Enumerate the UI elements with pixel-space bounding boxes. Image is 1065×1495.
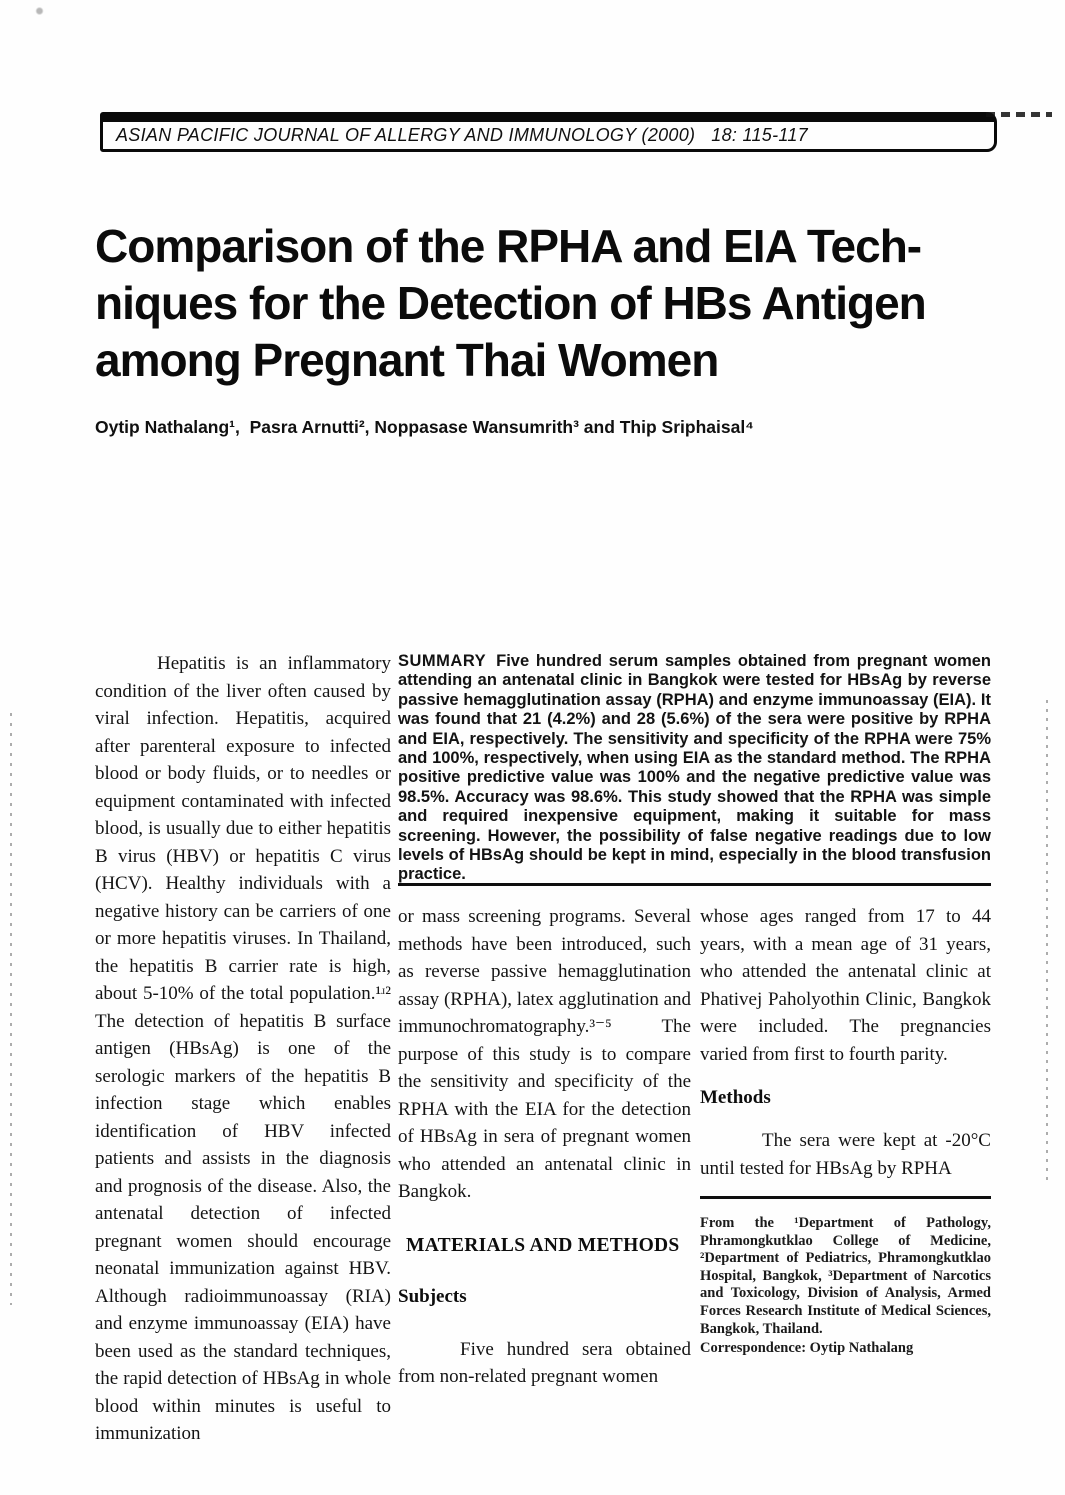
affiliations-text: From the ¹Department of Pathology, Phramongkutklao College of Medicine, ²Department of Pediatrics, Phramongkutklao Hospital, Bangkok, ³Department of Narcotics and Toxicology, Division of Analysis, Armed Forces Research Institute of Medical Sciences, Bangkok, Thailand. <box>700 1215 991 1337</box>
scan-header-dashes <box>986 112 1052 117</box>
subjects-heading: Subjects <box>398 1285 467 1307</box>
abstract-divider-rule <box>398 883 991 886</box>
scan-artifact-left-margin <box>10 713 12 1305</box>
paper-title <box>95 218 995 389</box>
author-line: Oytip Nathalang¹, Pasra Arnutti², Noppasase Wansumrith³ and Thip Sriphaisal⁴ <box>95 417 754 437</box>
intro-paragraph-2: or mass screening programs. Several methods have been introduced, such as reverse passive hemagglutination assay (RPHA), latex agglutination and immunochromatography.³⁻⁵ The purpose of this study is to compare the sensitivity and specificity of the RPHA with the EIA for the detection of HBsAg in sera of pregnant women who attended an antenatal clinic in Bangkok. <box>398 906 691 1202</box>
footnote-block <box>700 1215 991 1358</box>
materials-methods-heading: MATERIALS AND METHODS <box>406 1234 680 1256</box>
journal-header-text: ASIAN PACIFIC JOURNAL OF ALLERGY AND IMMUNOLOGY (2000) 18: 115-117 <box>116 125 808 145</box>
scan-artifact-right-margin <box>1046 700 1048 1180</box>
abstract-block <box>398 652 991 885</box>
subjects-paragraph: Five hundred sera obtained from non-related pregnant women <box>398 1338 691 1387</box>
paper-title-line-2: niques for the Detection of HBs Antigen <box>95 277 926 329</box>
correspondence-text: Correspondence: Oytip Nathalang <box>700 1340 914 1357</box>
journal-header-box <box>100 112 997 152</box>
abstract-text: Five hundred serum samples obtained from pregnant women attending an antenatal clinic in Bangkok were tested for HBsAg by reverse passive hemagglutination assay (RPHA) and enzyme immunoassay (EIA). It was found that 21 (4.2%) and 28 (5.6%) of the sera were positive by RPHA and EIA, respectively. The sensitivity and specificity of the RPHA were 75% and 100%, respectively, when using EIA as the standard method. The RPHA positive predictive value was 100% and the negative predictive value was 98.5%. Accuracy was 98.6%. This study showed that the RPHA was simple and required inexpensive equipment, making it suitable for mass screening. However, the possibility of false negative readings due to low levels of HBsAg should be kept in mind, especially in the blood transfusion practice. <box>398 652 991 884</box>
methods-heading: Methods <box>700 1087 771 1108</box>
paper-title-line-3: among Pregnant Thai Women <box>95 334 719 386</box>
subjects-paragraph-continued: whose ages ranged from 17 to 44 years, with a mean age of 31 years, who attended the antenatal clinic at Phativej Paholyothin Clinic, Bangkok were included. The pregnancies varied from first to fourth parity. <box>700 906 991 1065</box>
footnote-divider-rule <box>700 1196 991 1199</box>
methods-paragraph: The sera were kept at -20°C until tested for HBsAg by RPHA <box>700 1130 991 1179</box>
body-column-3 <box>700 903 991 1358</box>
paper-title-line-1: Comparison of the RPHA and EIA Tech- <box>95 220 922 272</box>
body-column-2 <box>398 903 691 1391</box>
intro-paragraph-1: Hepatitis is an inflammatory condition of the liver often caused by viral infection. Hepatitis, acquired after parenteral exposure to infected blood or body fluids, or to needles or equipment contaminated with infected blood, is usually due to either hepatitis B virus (HBV) or hepatitis C virus (HCV). Healthy individuals with a negative history can be carriers of one or more hepatitis viruses. In Thailand, the hepatitis B carrier rate is high, about 5-10% of the total population.¹ʴ² The detection of hepatitis B surface antigen (HBsAg) is one of the serologic markers of the hepatitis B infection stage which enables identification of HBV infected patients and assists in the diagnosis and prognosis of the disease. Also, the antenatal detection of infected pregnant women should encourage neonatal immunization against HBV. Although radioimmunoassay (RIA) and enzyme immunoassay (EIA) have been used as the standard techniques, the rapid detection of HBsAg in whole blood within minutes is useful to immunization <box>95 653 391 1444</box>
abstract-label: SUMMARY <box>398 652 487 670</box>
scan-speck <box>35 7 44 15</box>
intro-column-1 <box>95 650 391 1448</box>
